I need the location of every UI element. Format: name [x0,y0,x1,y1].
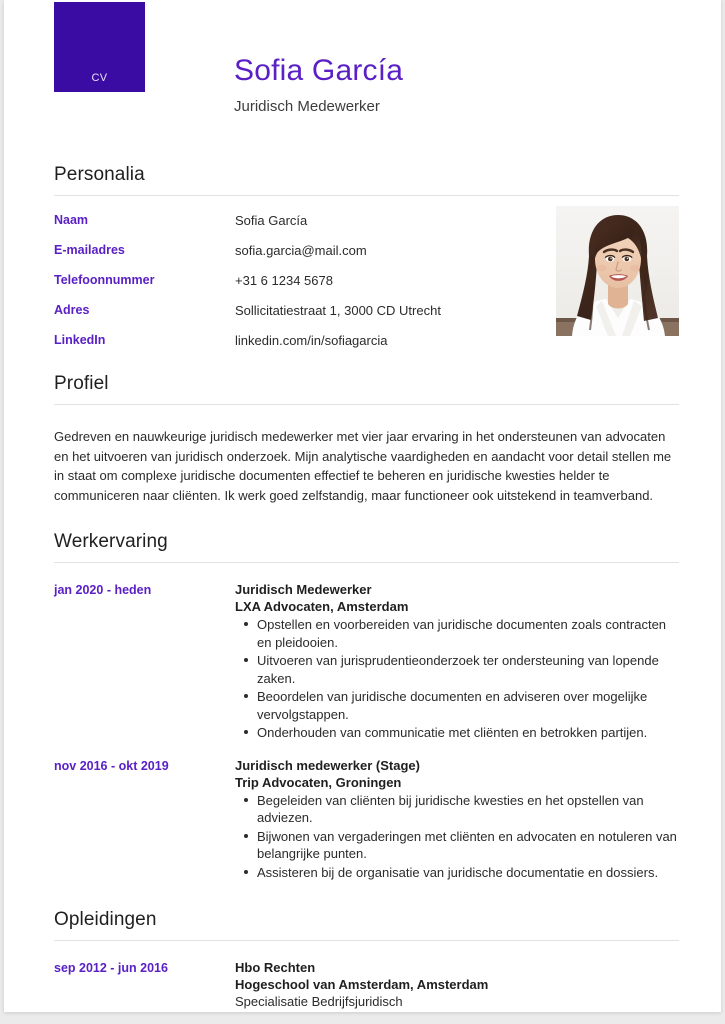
section-opleidingen [54,909,679,1010]
education-degree: Hbo Rechten [235,960,316,975]
cv-logo-box [54,2,145,92]
profiel-body [54,405,679,505]
personalia-row [54,243,534,258]
section-heading-opleidingen: Opleidingen [54,909,157,930]
list-item: Beoordelen van juridische documenten en adviseren over mogelijke vervolgstappen. [256,688,679,723]
experience-entry [54,581,679,743]
personalia-table [54,213,534,348]
education-institution: Hogeschool van Amsterdam, Amsterdam [235,977,489,992]
personalia-label: E-mailadres [54,243,125,257]
personalia-value: +31 6 1234 5678 [235,273,333,288]
experience-bullet-list [235,616,679,742]
education-date: sep 2012 - jun 2016 [54,961,168,975]
opleidingen-entries [54,941,679,1010]
list-item: Assisteren bij de organisatie van juridische documentatie en dossiers. [256,864,679,882]
cv-logo-label: CV [91,72,108,84]
list-item: Bijwonen van vergaderingen met cliënten en advocaten en notuleren van belangrijke punten. [256,828,679,863]
list-item: Opstellen en voorbereiden van juridische documenten zoals contracten en pleidooien. [256,616,679,651]
personalia-value: Sollicitatiestraat 1, 3000 CD Utrecht [235,303,441,318]
avatar [556,206,679,336]
personalia-row [54,273,534,288]
profiel-text: Gedreven en nauwkeurige juridisch medewerker met vier jaar ervaring in het ondersteunen van advocaten en het uitvoeren van juridisch onderzoek. Mijn analytische vaardigheden en aandacht voor detail stellen me in staat om complexe juridische documenten effectief te beheren en juridische kwesties helder te communiceren naar cliënten. Ik werk goed zelfstandig, maar functioneer ook uitstekend in teamverband. [54,429,672,503]
cv-header [54,0,679,150]
experience-body [235,757,679,883]
section-werkervaring [54,531,679,882]
list-item: Uitvoeren van jurisprudentieonderzoek ter ondersteuning van lopende zaken. [256,652,679,687]
personalia-value: Sofia García [235,213,308,228]
page-title: Sofia García [234,54,404,87]
section-profiel [54,373,679,505]
experience-date: jan 2020 - heden [54,583,152,597]
werkervaring-entries [54,563,679,882]
personalia-label: Telefoonnummer [54,273,155,287]
experience-role: Juridisch medewerker (Stage) [235,757,420,773]
section-heading-profiel: Profiel [54,373,109,394]
personalia-value: linkedin.com/in/sofiagarcia [235,333,388,348]
list-item: Begeleiden van cliënten bij juridische kwesties en het opstellen van adviezen. [256,792,679,827]
personalia-row [54,333,534,348]
list-item: Onderhouden van communicatie met cliënten en betrokken partijen. [256,724,679,742]
job-title: Juridisch Medewerker [234,98,380,115]
experience-date: nov 2016 - okt 2019 [54,758,169,773]
education-specialisation: Specialisatie Bedrijfsjuridisch [235,994,403,1009]
personalia-label: Naam [54,213,89,227]
education-entry [54,959,679,1010]
experience-organisation: LXA Advocaten, Amsterdam [235,599,409,614]
education-body [235,959,679,1010]
experience-role: Juridisch Medewerker [235,582,372,597]
experience-bullet-list [235,792,679,882]
personalia-label: LinkedIn [54,333,106,347]
personalia-body [54,196,679,348]
cv-document-page [4,0,721,1012]
experience-body [235,581,679,743]
section-heading-werkervaring: Werkervaring [54,531,168,552]
personalia-row [54,303,534,318]
name-block [234,54,403,117]
experience-entry [54,757,679,883]
personalia-row [54,213,534,228]
personalia-value: sofia.garcia@mail.com [235,243,367,258]
cv-content [54,0,679,1010]
personalia-label: Adres [54,303,90,317]
section-heading-personalia: Personalia [54,164,145,185]
experience-organisation: Trip Advocaten, Groningen [235,774,402,790]
section-personalia [54,164,679,348]
